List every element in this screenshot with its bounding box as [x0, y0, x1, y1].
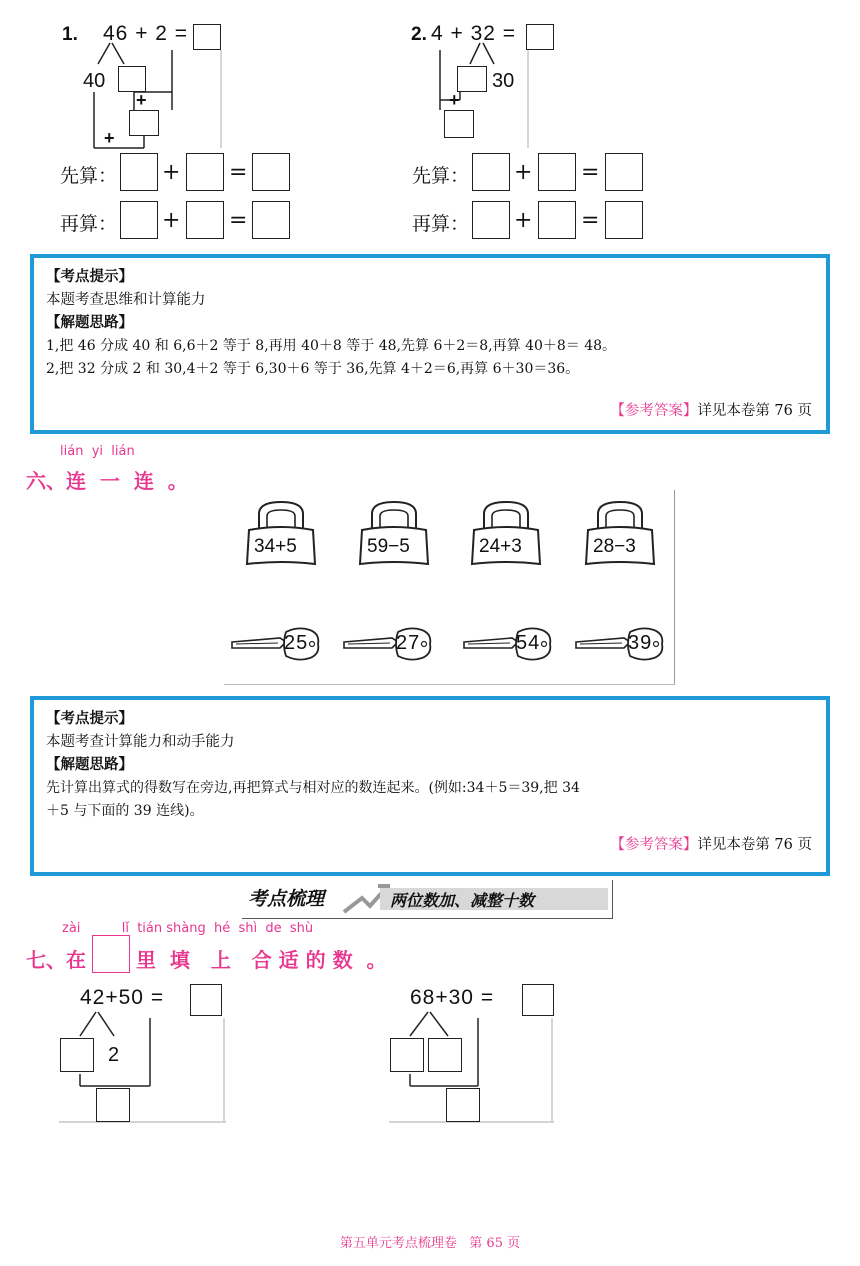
- section-pinyin: lián yi lián: [60, 444, 135, 459]
- answer-reference[interactable]: [610, 834, 812, 857]
- key-number: 54: [516, 632, 541, 654]
- first-label: 先算：: [60, 165, 118, 187]
- step-box[interactable]: [120, 201, 158, 239]
- lock-expression: 24+3: [479, 536, 522, 557]
- answer-text: 详见本卷第 76 页: [697, 837, 812, 853]
- hint-box-2: [30, 696, 830, 876]
- solution-line: 1,把 46 分成 40 和 6,6＋2 等于 8,再用 40＋8 等于 48,先算 6＋2＝8,再算 40＋8＝ 48。: [46, 338, 617, 354]
- step-box[interactable]: [538, 201, 576, 239]
- answer-tag: 【参考答案】: [610, 403, 698, 419]
- solution-heading: 【解题思路】: [46, 757, 133, 773]
- sum-box[interactable]: [446, 1088, 480, 1122]
- banner-left: 考点梳理: [248, 888, 325, 910]
- hint-heading: 【考点提示】: [46, 711, 133, 727]
- key-icon: [460, 624, 560, 664]
- solution-line: 2,把 32 分成 2 和 30,4＋2 等于 6,30＋6 等于 36,先算 4＋2＝6,再算 6＋30＝36。: [46, 361, 580, 377]
- key[interactable]: [572, 624, 672, 664]
- plus-sign: +: [449, 90, 460, 110]
- key-icon: [228, 624, 328, 664]
- lock[interactable]: [358, 498, 430, 568]
- plus-sign: +: [514, 208, 533, 233]
- section-title-prefix: 七、在: [26, 948, 86, 972]
- problem-number: 2.: [411, 24, 427, 45]
- problem-number: 1.: [62, 24, 78, 45]
- section-title: 六、连 一 连 。: [26, 469, 188, 493]
- sum-box[interactable]: [129, 110, 159, 136]
- hint-heading: 【考点提示】: [46, 269, 133, 285]
- section-banner: [242, 880, 613, 919]
- then-label: 再算：: [412, 213, 470, 235]
- plus-sign: +: [136, 90, 147, 110]
- hint-text: 本题考查思维和计算能力: [46, 292, 206, 308]
- equals-sign: =: [229, 208, 248, 233]
- equation: 46 + 2 =: [103, 22, 189, 45]
- hint-box-1: [30, 254, 830, 434]
- step-box[interactable]: [538, 153, 576, 191]
- step-box[interactable]: [120, 153, 158, 191]
- split-value: 40: [83, 70, 106, 92]
- key[interactable]: [228, 624, 328, 664]
- step-box[interactable]: [252, 153, 290, 191]
- hint-text: 本题考查计算能力和动手能力: [46, 734, 235, 750]
- sum-box[interactable]: [96, 1088, 130, 1122]
- plus-sign: +: [514, 160, 533, 185]
- banner-right: 两位数加、减整十数: [390, 891, 535, 910]
- section-title-suffix: 里 填 上 合 适 的 数 。: [136, 948, 387, 972]
- split-box[interactable]: [390, 1038, 424, 1072]
- step-box[interactable]: [605, 153, 643, 191]
- equation: 4 + 32 =: [431, 22, 517, 45]
- section-pinyin: zài lǐ tián shàng hé shì de shù: [62, 921, 314, 936]
- key-icon: [340, 624, 440, 664]
- key-number: 25: [284, 632, 309, 654]
- key[interactable]: [460, 624, 560, 664]
- step-box[interactable]: [186, 153, 224, 191]
- equals-sign: =: [581, 208, 600, 233]
- equation: 42+50 =: [80, 986, 165, 1009]
- key[interactable]: [340, 624, 440, 664]
- lock[interactable]: [470, 498, 542, 568]
- answer-reference[interactable]: [610, 400, 812, 423]
- solution-line: ＋5 与下面的 39 连线)。: [46, 803, 204, 819]
- solution-heading: 【解题思路】: [46, 315, 133, 331]
- step-box[interactable]: [472, 201, 510, 239]
- split-value: 2: [108, 1044, 120, 1066]
- split-value: 30: [492, 70, 515, 92]
- plus-sign: +: [162, 208, 181, 233]
- blank-box-icon: [92, 935, 130, 973]
- split-box[interactable]: [428, 1038, 462, 1072]
- split-box[interactable]: [60, 1038, 94, 1072]
- step-box[interactable]: [252, 201, 290, 239]
- step-box[interactable]: [186, 201, 224, 239]
- lock-expression: 59−5: [367, 536, 410, 557]
- plus-sign: +: [162, 160, 181, 185]
- key-number: 27: [396, 632, 421, 654]
- lock-expression: 34+5: [254, 536, 297, 557]
- lock[interactable]: [245, 498, 317, 568]
- equation: 68+30 =: [410, 986, 495, 1009]
- equals-sign: =: [229, 160, 248, 185]
- equals-sign: =: [581, 160, 600, 185]
- lock[interactable]: [584, 498, 656, 568]
- answer-tag: 【参考答案】: [610, 837, 698, 853]
- solution-line: 先计算出算式的得数写在旁边,再把算式与相对应的数连起来。(例如:34＋5＝39,把 34: [46, 780, 580, 796]
- step-box[interactable]: [605, 201, 643, 239]
- then-label: 再算：: [60, 213, 118, 235]
- answer-text: 详见本卷第 76 页: [697, 403, 812, 419]
- sum-box[interactable]: [444, 110, 474, 138]
- lock-expression: 28−3: [593, 536, 636, 557]
- plus-sign: +: [104, 128, 115, 148]
- split-box[interactable]: [118, 66, 146, 92]
- key-number: 39: [628, 632, 653, 654]
- split-box[interactable]: [457, 66, 487, 92]
- page-footer: 第五单元考点梳理卷 第 65 页: [339, 1236, 521, 1251]
- key-icon: [572, 624, 672, 664]
- first-label: 先算：: [412, 165, 470, 187]
- step-box[interactable]: [472, 153, 510, 191]
